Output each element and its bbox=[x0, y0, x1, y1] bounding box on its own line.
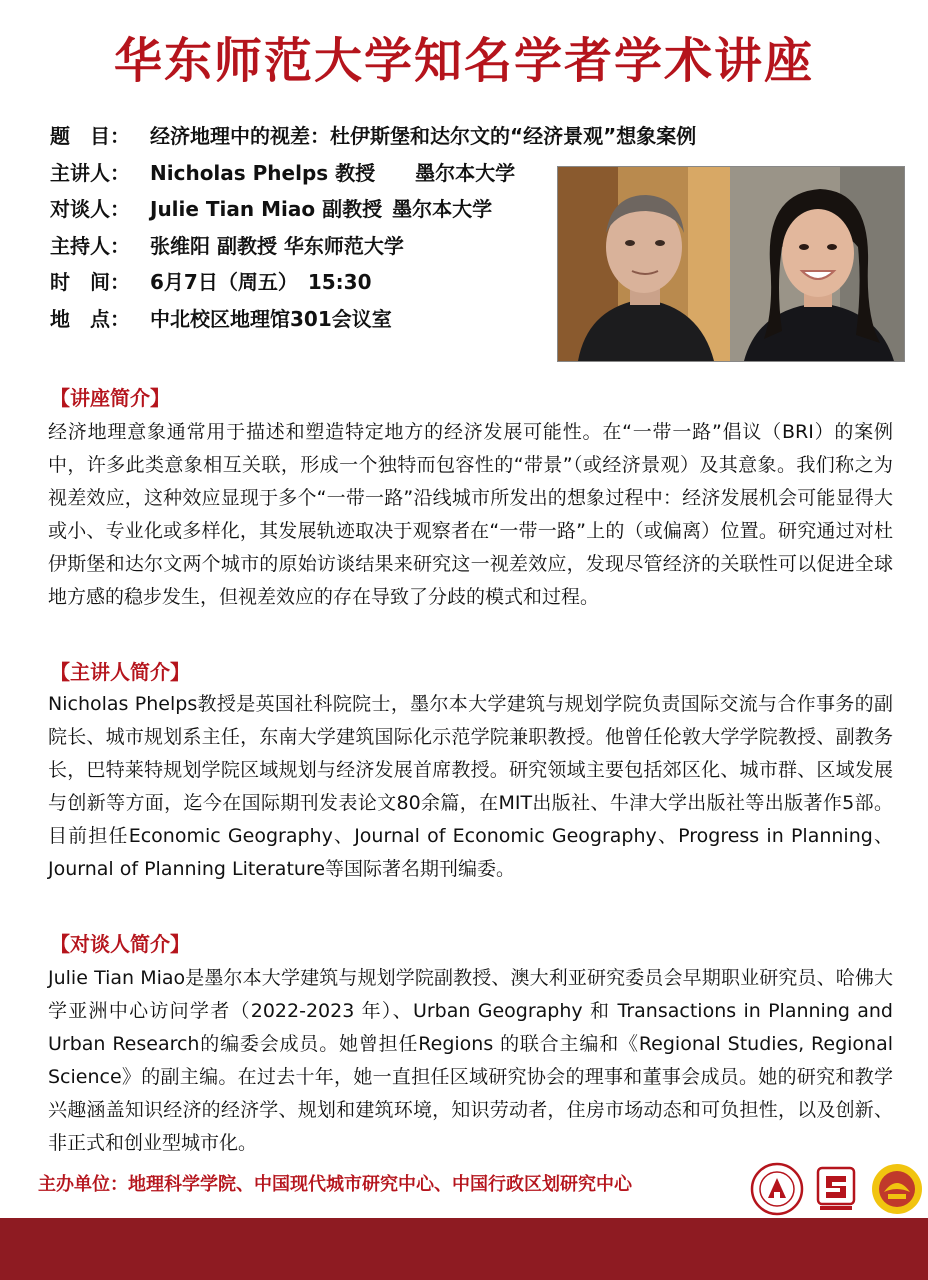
discussant-heading: 【对谈人简介】 bbox=[50, 932, 190, 956]
speaker-body: Nicholas Phelps教授是英国社科院院士，墨尔本大学建筑与规划学院负责国际交流与合作事务的副院长、城市规划系主任，东南大学建筑国际化示范学院兼职教授。他曾任伦敦大学学院教授、副教务长，巴特莱特规划学院区域规划与经济发展首席教授。研究领域主要包括郊区化、城市群、区域发展与创新等方面，迄今在国际期刊发表论文80余篇，在MIT出版社、牛津大学出版社等出版著作5部。目前担任Economic Geography、Journal of Economic Geography、Progress in Planning、Journal of Planning Literature等国际著名期刊编委。 bbox=[48, 693, 893, 880]
lecture-heading: 【讲座简介】 bbox=[50, 386, 170, 410]
info-row-topic bbox=[50, 118, 910, 155]
poster-title: 华东师范大学知名学者学术讲座 bbox=[113, 33, 814, 89]
info-label: 对谈人： bbox=[50, 197, 130, 222]
lecture-body: 经济地理意象通常用于描述和塑造特定地方的经济发展可能性。在“一带一路”倡议（BRI）的案例中，许多此类意象相互关联，形成一个独特而包容性的“带景”（或经济景观）及其意象。我们称之为视差效应，这种效应显现于多个“一带一路”沿线城市所发出的想象过程中：经济发展机会可能显得大或小、专业化或多样化，其发展轨迹取决于观察者在“一带一路”上的（或偏离）位置。研究通过对杜伊斯堡和达尔文两个城市的原始访谈结果来研究这一视差效应，发现尽管经济的关联性可以促进全球地方感的稳步发生，但视差效应的存在导致了分歧的模式和过程。 bbox=[48, 421, 893, 608]
info-label: 主持人： bbox=[50, 233, 130, 258]
discussant-photo bbox=[730, 167, 904, 361]
speaker-heading: 【主讲人简介】 bbox=[50, 660, 190, 684]
info-label: 时 间： bbox=[50, 270, 130, 295]
info-label: 地 点： bbox=[50, 306, 130, 331]
info-value: 经济地理中的视差：杜伊斯堡和达尔文的“经济景观”想象案例 bbox=[150, 124, 697, 148]
info-value: 6月7日（周五） 15:30 bbox=[150, 270, 372, 295]
speaker-photos bbox=[557, 166, 905, 362]
info-value: Nicholas Phelps 教授 墨尔本大学 bbox=[150, 160, 516, 185]
info-value: 中北校区地理馆301会议室 bbox=[150, 306, 392, 331]
info-value: 张维阳 副教授 华东师范大学 bbox=[150, 233, 404, 258]
organizer-line: 主办单位：地理科学学院、中国现代城市研究中心、中国行政区划研究中心 bbox=[38, 1174, 632, 1195]
footer-bar bbox=[0, 1218, 928, 1280]
urban-center-logo bbox=[810, 1162, 864, 1216]
division-center-logo bbox=[870, 1162, 924, 1216]
discussant-body: Julie Tian Miao是墨尔本大学建筑与规划学院副教授、澳大利亚研究委员会早期职业研究员、哈佛大学亚洲中心访问学者（2022-2023 年）、Urban Geography 和 Transactions in Planning and Urban Research的编委会成员。她曾担任Regions 的联合主编和《Regional Studies, Regional Science》的副主编。在过去十年，她一直担任区域研究协会的理事和董事会成员。她的研究和教学兴趣涵盖知识经济的经济学、规划和建筑环境，知识劳动者，住房市场动态和可负担性，以及创新、非正式和创业型城市化。 bbox=[48, 967, 893, 1154]
info-label: 主讲人： bbox=[50, 160, 130, 185]
speaker-photo bbox=[558, 167, 730, 361]
info-value: Julie Tian Miao 副教授 墨尔本大学 bbox=[150, 197, 493, 222]
logo-group bbox=[750, 1160, 928, 1220]
ecnu-logo bbox=[750, 1162, 804, 1216]
info-label: 题 目： bbox=[50, 124, 130, 148]
